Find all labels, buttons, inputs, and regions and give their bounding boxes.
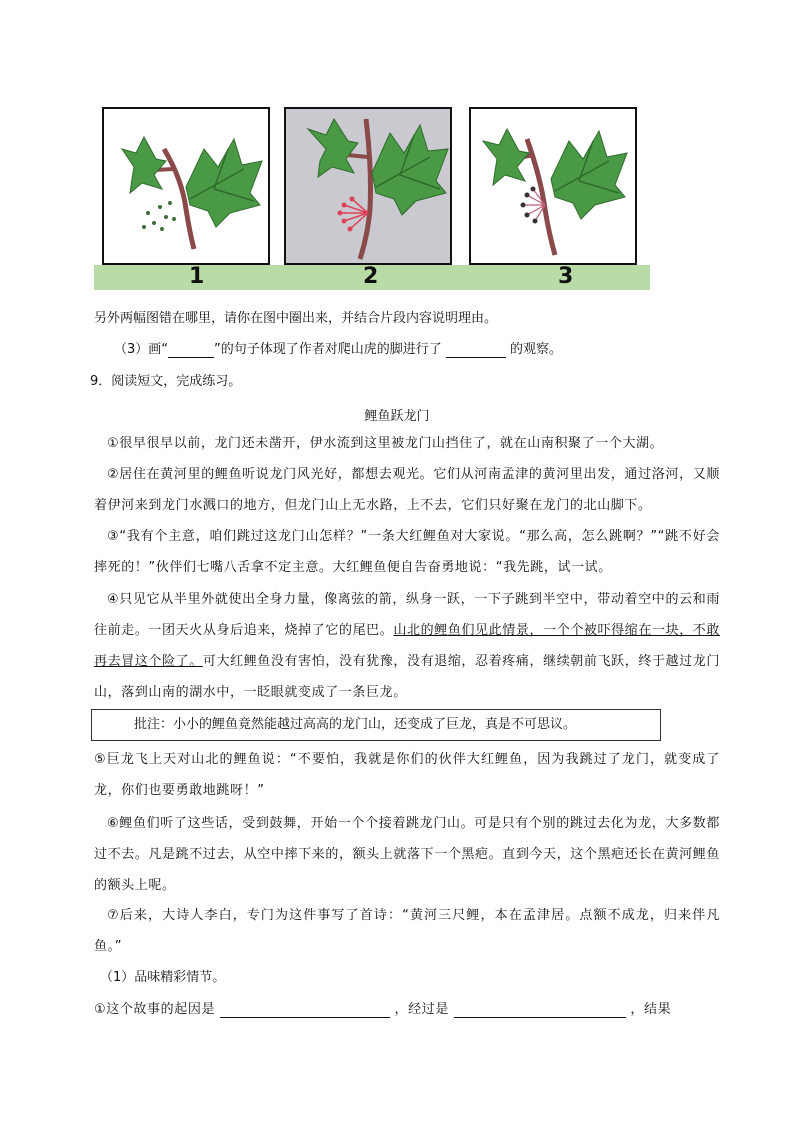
annotation-box bbox=[91, 709, 661, 741]
paragraph-2: ②居住在黄河里的鲤鱼听说龙门风光好，都想去观光。它们从河南孟津的黄河里出发，通过洛河，又顺着伊河来到龙门水溅口的地方，但龙门山上无水路，上不去，它们只好聚在龙门的北山脚下。 bbox=[94, 467, 720, 513]
leaf-stem-with-dark-branching-tips-icon bbox=[471, 109, 635, 263]
figure-number-3: 3 bbox=[558, 264, 574, 289]
question-part-text: 另外两幅图错在哪里，请你在图中圈出来，并结合片段内容说明理由。 bbox=[94, 311, 498, 326]
answer-blank-process[interactable] bbox=[454, 1004, 626, 1018]
leaf-figure bbox=[94, 104, 650, 290]
figure-panel-3[interactable] bbox=[469, 107, 637, 265]
paragraph-4-start: ④只见它从半里外就使出全身力量，像离弦的箭，纵身一跃，一下子跳到半空中，带动着空中的云和雨往前走。一团天火从身后追来，烧掉了它的尾巴。 bbox=[94, 592, 720, 638]
paragraph-7: ⑦后来，大诗人李白，专门为这件事写了首诗：“黄河三尺鲤，本在孟津居。点额不成龙，归来伴凡鱼。” bbox=[94, 908, 720, 954]
paragraph-4 bbox=[94, 584, 720, 708]
answer-blank-sentence[interactable] bbox=[168, 344, 214, 358]
underlined-sentence[interactable]: 山北的鲤鱼们见此情景，一个个被吓得缩在一块，不敢再去冒这个险了。 bbox=[94, 623, 721, 669]
sub-question-1: （1）品味精彩情节。 bbox=[100, 970, 226, 985]
figure-number-1: 1 bbox=[189, 264, 205, 289]
question-3-prefix: （3）画“ bbox=[114, 342, 169, 357]
question-3 bbox=[114, 342, 562, 358]
annotation-text: 批注：小小的鲤鱼竟然能越过高高的龙门山，还变成了巨龙，真是不可思议。 bbox=[134, 717, 577, 732]
paragraph-3: ③“我有个主意，咱们跳过这龙门山怎样？”一条大红鲤鱼对大家说。“那么高，怎么跳啊？”“跳不好会摔死的！”伙伴们七嘴八舌拿不定主意。大红鲤鱼便自告奋勇地说：“我先跳，试一试。 bbox=[94, 529, 720, 575]
leaf-stem-with-scattered-dots-icon bbox=[104, 109, 268, 263]
result-label: ，结果 bbox=[625, 1002, 672, 1017]
leaf-stem-with-red-sucker-disc-icon bbox=[286, 109, 450, 263]
process-label: ，经过是 bbox=[389, 1002, 454, 1017]
paragraph-4-end: 可大红鲤鱼没有害怕，没有犹豫，没有退缩，忍着疼痛，继续朝前飞跃，终于越过龙门山，落到山南的湖水中，一眨眼就变成了一条巨龙。 bbox=[94, 654, 720, 700]
answer-blank-cause[interactable] bbox=[220, 1004, 390, 1018]
story-title: 鲤鱼跃龙门 bbox=[364, 409, 430, 424]
question-3-middle: ”的句子体现了作者对爬山虎的脚进行了 bbox=[214, 342, 446, 357]
paragraph-1: ①很早很早以前，龙门还未凿开，伊水流到这里被龙门山挡住了，就在山南积聚了一个大湖。 bbox=[107, 436, 664, 451]
figure-panel-1[interactable] bbox=[102, 107, 270, 265]
answer-blank-observation[interactable] bbox=[446, 344, 506, 358]
question-3-suffix: 的观察。 bbox=[505, 342, 563, 357]
paragraph-6: ⑥鲤鱼们听了这些话，受到鼓舞，开始一个个接着跳龙门山。可是只有个别的跳过去化为龙，大多数都过不去。凡是跳不过去，从空中摔下来的，额头上就落下一个黑疤。直到今天，这个黑疤还长在黄河鲤鱼的额头上呢。 bbox=[94, 816, 720, 893]
cause-label: ①这个故事的起因是 bbox=[94, 1002, 220, 1017]
sub-question-1-item bbox=[94, 1002, 671, 1018]
paragraph-5: ⑤巨龙飞上天对山北的鲤鱼说：“不要怕，我就是你们的伙伴大红鲤鱼，因为我跳过了龙门，就变成了龙，你们也要勇敢地跳呀！” bbox=[94, 752, 720, 798]
question-9-heading: 9．阅读短文，完成练习。 bbox=[90, 374, 242, 389]
figure-number-2: 2 bbox=[363, 264, 379, 289]
figure-panel-2[interactable] bbox=[284, 107, 452, 265]
